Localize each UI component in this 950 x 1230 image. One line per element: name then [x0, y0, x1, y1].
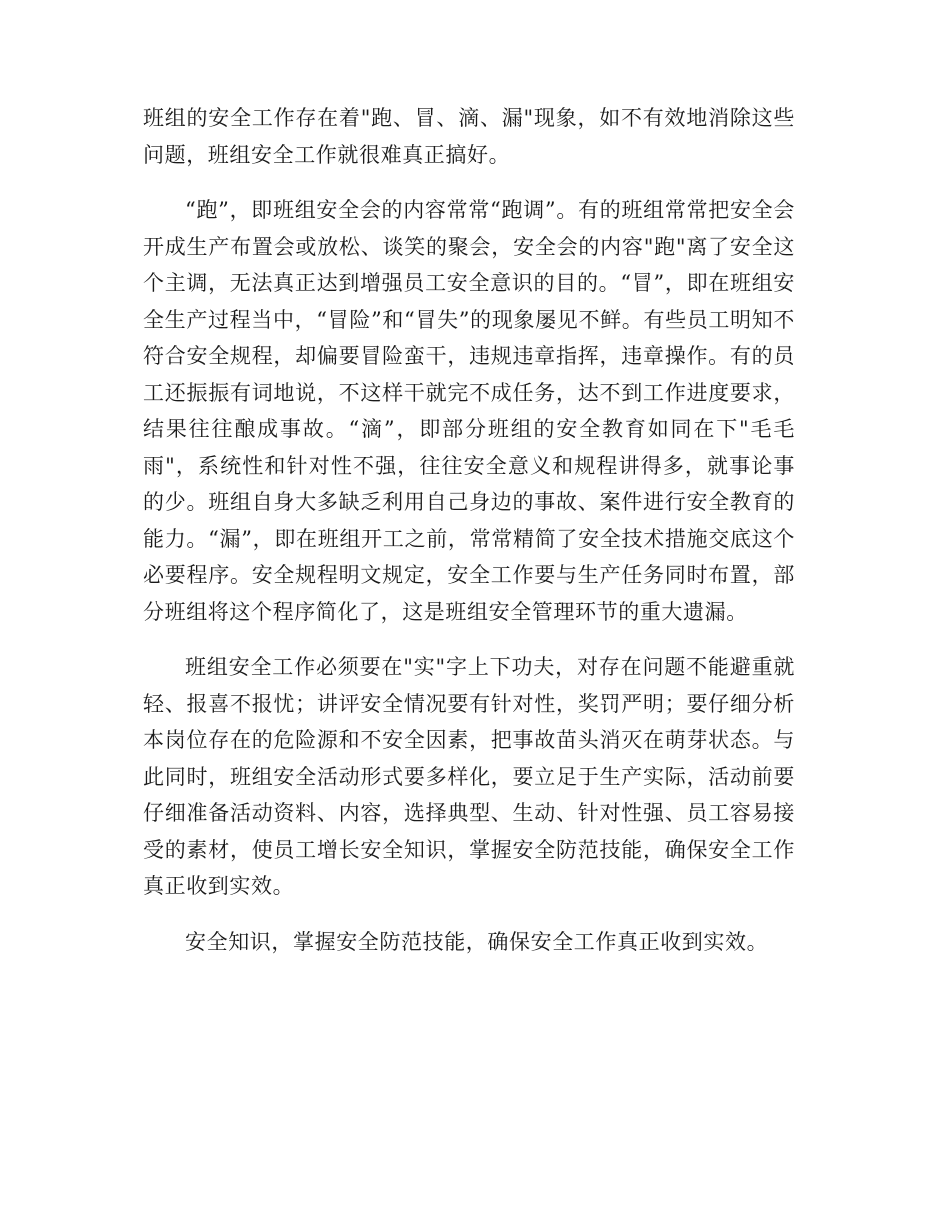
paragraph-3: 班组安全工作必须要在"实"字上下功夫，对存在问题不能避重就轻、报喜不报忧；讲评安全情况要有针对性，奖罚严明；要仔细分析本岗位存在的危险源和不安全因素，把事故苗头消灭在萌芽状态。与此同时，班组安全活动形式要多样化，要立足于生产实际，活动前要仔细准备活动资料、内容，选择典型、生动、针对性强、员工容易接受的素材，使员工增长安全知识，掌握安全防范技能，确保安全工作真正收到实效。	[143, 655, 795, 898]
document-body	[143, 100, 795, 979]
paragraph-1: 班组的安全工作存在着"跑、冒、滴、漏"现象，如不有效地消除这些问题，班组安全工作就很难真正搞好。	[143, 106, 795, 167]
paragraph-4: 安全知识，掌握安全防范技能，确保安全工作真正收到实效。	[185, 929, 769, 954]
paragraph-2: “跑”，即班组安全会的内容常常“跑调”。有的班组常常把安全会开成生产布置会或放松、谈笑的聚会，安全会的内容"跑"离了安全这个主调，无法真正达到增强员工安全意识的目的。“冒”，即在班组安全生产过程当中，“冒险”和“冒失”的现象屡见不鲜。有些员工明知不符合安全规程，却偏要冒险蛮干，违规违章指挥，违章操作。有的员工还振振有词地说，不这样干就完不成任务，达不到工作进度要求，结果往往酿成事故。“滴”，即部分班组的安全教育如同在下"毛毛雨"，系统性和针对性不强，往往安全意义和规程讲得多，就事论事的少。班组自身大多缺乏利用自己身边的事故、案件进行安全教育的能力。“漏”，即在班组开工之前，常常精简了安全技术措施交底这个必要程序。安全规程明文规定，安全工作要与生产任务同时布置，部分班组将这个程序简化了，这是班组安全管理环节的重大遗漏。	[143, 198, 795, 624]
